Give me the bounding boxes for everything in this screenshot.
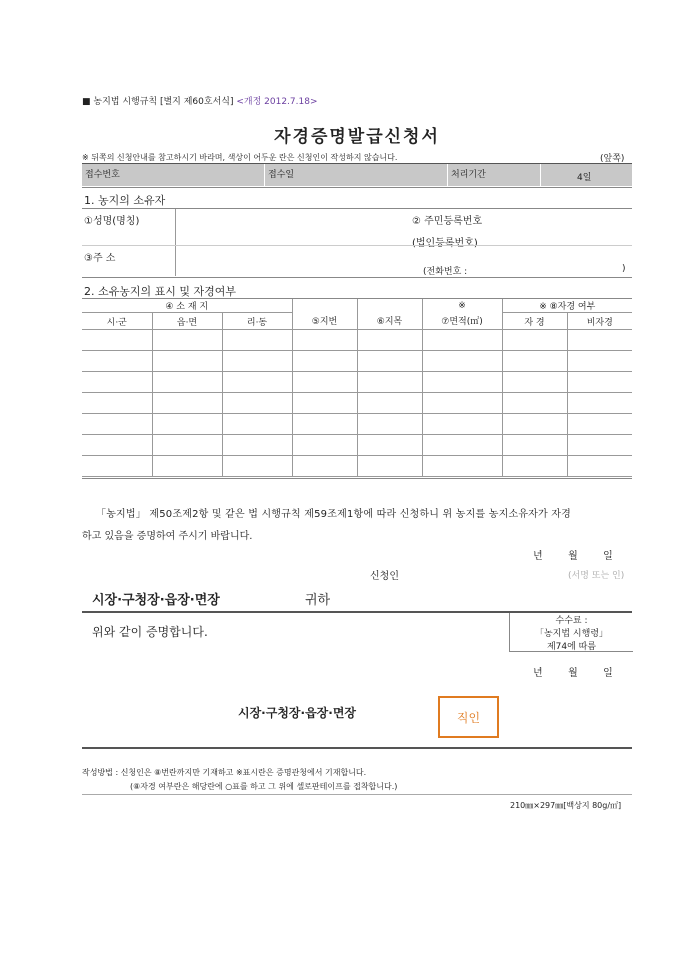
table-cell[interactable] <box>422 372 502 393</box>
receipt-number-label: 접수번호 <box>85 170 120 180</box>
table-cell[interactable] <box>292 435 357 456</box>
form-title: 자경증명발급신청서 <box>274 127 440 147</box>
table-cell[interactable] <box>152 372 222 393</box>
table-cell[interactable] <box>222 330 292 351</box>
divider <box>447 164 448 186</box>
divider <box>82 478 632 479</box>
column-header: ⑤지번 <box>292 313 357 330</box>
revision-date: <개정 2012.7.18> <box>236 97 318 107</box>
paper-size: 210㎜×297㎜[백상지 80g/㎡] <box>510 801 622 810</box>
table-cell[interactable] <box>82 456 152 477</box>
divider <box>82 277 632 278</box>
table-cell[interactable] <box>422 351 502 372</box>
table-row <box>82 330 632 351</box>
divider <box>82 245 175 246</box>
table-cell[interactable] <box>222 414 292 435</box>
table-row <box>82 456 632 477</box>
table-cell[interactable] <box>422 435 502 456</box>
table-cell[interactable] <box>82 351 152 372</box>
table-cell[interactable] <box>152 456 222 477</box>
table-cell[interactable] <box>357 330 422 351</box>
table-cell[interactable] <box>152 414 222 435</box>
statement-line-2: 하고 있음을 증명하여 주시기 바랍니다. <box>82 531 253 542</box>
table-cell[interactable] <box>357 393 422 414</box>
divider <box>82 794 632 795</box>
table-cell[interactable] <box>357 351 422 372</box>
receipt-row <box>82 164 632 186</box>
rule-reference: 농지법 시행규칙 [별지 제60호서식] <box>93 97 234 107</box>
table-cell[interactable] <box>222 372 292 393</box>
fee-label: 수수료 : <box>555 616 588 626</box>
table-cell[interactable] <box>82 435 152 456</box>
table-cell[interactable] <box>502 330 567 351</box>
applicant-label: 신청인 <box>370 571 399 582</box>
certification-text: 위와 같이 증명합니다. <box>92 625 208 639</box>
table-cell[interactable] <box>567 456 632 477</box>
table-cell[interactable] <box>502 351 567 372</box>
table-cell[interactable] <box>152 435 222 456</box>
table-cell[interactable] <box>502 414 567 435</box>
table-cell[interactable] <box>82 330 152 351</box>
divider <box>175 245 632 246</box>
table-cell[interactable] <box>222 456 292 477</box>
form-header <box>82 94 318 107</box>
fee-law: 「농지법 시행령」 <box>534 629 609 639</box>
table-cell[interactable] <box>502 393 567 414</box>
table-cell[interactable] <box>357 435 422 456</box>
divider <box>264 164 265 186</box>
divider <box>82 208 632 209</box>
column-headers <box>82 313 632 330</box>
phone-close: ) <box>622 264 626 274</box>
table-cell[interactable] <box>222 393 292 414</box>
table-cell[interactable] <box>567 372 632 393</box>
table-cell[interactable] <box>567 330 632 351</box>
table-cell[interactable] <box>422 456 502 477</box>
writing-method-line-1: 작성방법 : 신청인은 ⑧번란까지만 기재하고 ※표시란은 증명관청에서 기재합니다. <box>82 768 367 777</box>
section-owner-heading: 1. 농지의 소유자 <box>84 194 166 207</box>
seal-label: 직인 <box>456 710 481 725</box>
name-label: ①성명(명칭) <box>84 216 140 227</box>
divider <box>82 747 632 749</box>
table-cell[interactable] <box>502 372 567 393</box>
notice-text: ※ 뒤쪽의 신청안내를 참고하시기 바라며, 색상이 어두운 란은 신청인이 작성하지 않습니다. <box>82 153 398 162</box>
recipient-honorific: 귀하 <box>305 593 331 608</box>
table-row <box>82 435 632 456</box>
table-cell[interactable] <box>82 372 152 393</box>
issuer-title: 시장·구청장·읍장·면장 <box>238 706 357 720</box>
table-cell[interactable] <box>152 393 222 414</box>
registration-number-label: ② 주민등록번호 <box>412 216 483 227</box>
self-farming-header: ※ ⑧자경 여부 <box>502 299 632 313</box>
table-cell[interactable] <box>502 435 567 456</box>
table-cell[interactable] <box>82 393 152 414</box>
table-cell[interactable] <box>357 414 422 435</box>
table-cell[interactable] <box>567 414 632 435</box>
table-row <box>82 414 632 435</box>
divider <box>540 164 541 186</box>
official-seal-box <box>438 696 499 738</box>
table-cell[interactable] <box>222 435 292 456</box>
header-bullet: ■ <box>82 97 91 107</box>
divider <box>175 209 176 276</box>
fee-article: 제74에 따름 <box>546 642 597 652</box>
table-cell[interactable] <box>292 351 357 372</box>
table-cell[interactable] <box>422 330 502 351</box>
corporate-number-label: (법인등록번호) <box>412 238 478 249</box>
table-cell[interactable] <box>567 435 632 456</box>
application-date: 년 월 일 <box>533 551 613 562</box>
table-cell[interactable] <box>82 414 152 435</box>
column-header: 읍·면 <box>152 313 222 330</box>
address-field[interactable] <box>423 264 467 277</box>
column-header: 시·군 <box>82 313 152 330</box>
table-cell[interactable] <box>292 393 357 414</box>
processing-period-label: 처리기간 <box>451 170 486 180</box>
table-row <box>82 372 632 393</box>
official-use-mark: ※ <box>422 299 502 313</box>
table-cell[interactable] <box>567 393 632 414</box>
table-cell[interactable] <box>292 414 357 435</box>
front-label: (앞쪽) <box>600 154 625 164</box>
table-row <box>82 351 632 372</box>
address-label: ③주 소 <box>84 253 116 264</box>
column-header: ⑦면적(㎡) <box>422 313 502 330</box>
table-cell[interactable] <box>567 351 632 372</box>
column-header: 자 경 <box>502 313 567 330</box>
receipt-date-label: 접수일 <box>268 170 295 180</box>
processing-period-value: 4일 <box>577 173 592 183</box>
column-header: 리·동 <box>222 313 292 330</box>
signature-field[interactable]: (서명 또는 인) <box>568 571 625 581</box>
column-header: 비자경 <box>567 313 632 330</box>
table-cell[interactable] <box>152 330 222 351</box>
column-header: ⑥지목 <box>357 313 422 330</box>
phone-label: (전화번호 : <box>423 267 468 277</box>
table-cell[interactable] <box>222 351 292 372</box>
section-land-heading: 2. 소유농지의 표시 및 자경여부 <box>84 285 236 298</box>
location-header: ④ 소 재 지 <box>82 299 292 313</box>
table-row <box>82 393 632 414</box>
land-table <box>82 299 632 477</box>
table-cell[interactable] <box>152 351 222 372</box>
table-cell[interactable] <box>292 456 357 477</box>
writing-method-line-2: (⑧자경 여부란은 해당란에 ○표를 하고 그 위에 셀로판테이프를 접착합니다.) <box>130 782 398 791</box>
table-cell[interactable] <box>357 456 422 477</box>
table-cell[interactable] <box>422 393 502 414</box>
name-field[interactable] <box>412 212 572 249</box>
fee-box <box>509 613 633 652</box>
table-cell[interactable] <box>292 372 357 393</box>
table-cell[interactable] <box>422 414 502 435</box>
table-cell[interactable] <box>502 456 567 477</box>
issue-date: 년 월 일 <box>533 668 613 679</box>
divider <box>82 187 632 188</box>
recipient-title: 시장·구청장·읍장·면장 <box>92 593 220 608</box>
table-cell[interactable] <box>357 372 422 393</box>
statement-line-1: 「농지법」 제50조제2항 및 같은 법 시행규칙 제59조제1항에 따라 신청하니 위 농지를 농지소유자가 자경 <box>96 509 571 520</box>
table-cell[interactable] <box>292 330 357 351</box>
